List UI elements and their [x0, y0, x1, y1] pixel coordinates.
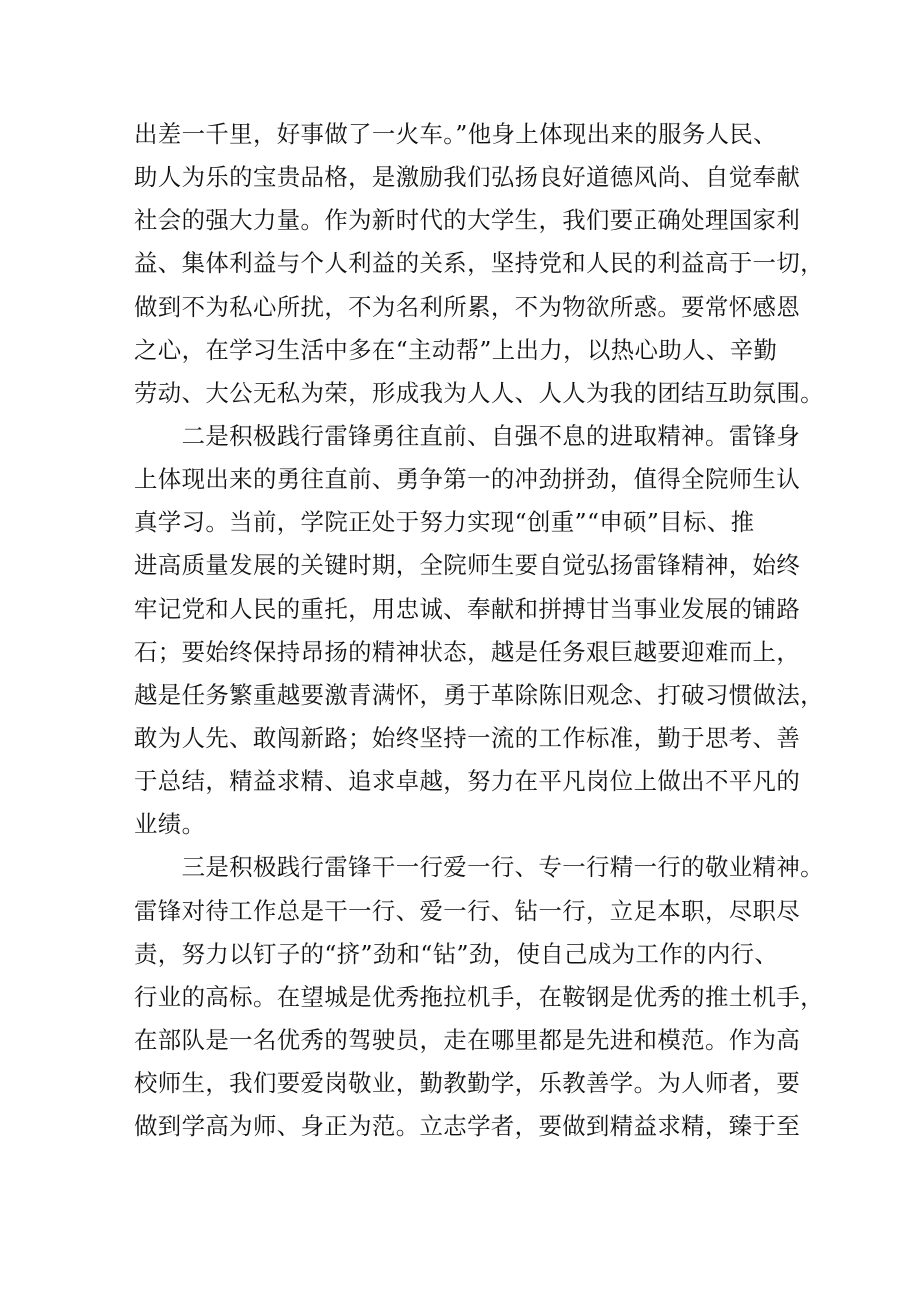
text-line: 业绩。 — [134, 810, 206, 839]
text-line: 在部队是一名优秀的驾驶员，走在哪里都是先进和模范。作为高 — [134, 1025, 801, 1054]
text-line: 越是任务繁重越要激青满怀，勇于革除陈旧观念、打破习惯做法， — [134, 680, 824, 709]
text-line: 出差一千里，好事做了一火车。”他身上体现出来的服务人民、 — [134, 120, 778, 148]
text-line: 二是积极践行雷锋勇往直前、自强不息的进取精神。雷锋身 — [134, 421, 801, 450]
text-line: 之心，在学习生活中多在“主动帮”上出力，以热心助人、辛勤 — [134, 335, 778, 364]
text-line: 益、集体利益与个人利益的关系，坚持党和人民的利益高于一切， — [134, 249, 824, 278]
text-line: 石；要始终保持昂扬的精神状态，越是任务艰巨越要迎难而上， — [134, 637, 801, 666]
text-line: 助人为乐的宝贵品格，是激励我们弘扬良好道德风尚、自觉奉献 — [134, 163, 801, 192]
text-line: 责，努力以钉子的“挤”劲和“钻”劲，使自己成为工作的内行、 — [134, 939, 779, 968]
text-line: 进高质量发展的关键时期，全院师生要自觉弘扬雷锋精神，始终 — [134, 551, 801, 580]
text-line: 真学习。当前，学院正处于努力实现“创重”“申硕”目标、推 — [134, 508, 755, 537]
text-line: 上体现出来的勇往直前、勇争第一的冲劲拼劲，值得全院师生认 — [134, 465, 801, 494]
text-line: 劳动、大公无私为荣，形成我为人人、人人为我的团结互助氛围。 — [134, 378, 824, 407]
text-line: 牢记党和人民的重托，用忠诚、奉献和拼搏甘当事业发展的铺路 — [134, 594, 801, 623]
text-line: 做到学高为师、身正为范。立志学者，要做到精益求精，臻于至 — [134, 1112, 801, 1141]
text-line: 三是积极践行雷锋干一行爱一行、专一行精一行的敬业精神。 — [134, 853, 824, 882]
text-line: 做到不为私心所扰，不为名利所累，不为物欲所惑。要常怀感恩 — [134, 292, 801, 321]
text-line: 于总结，精益求精、追求卓越，努力在平凡岗位上做出不平凡的 — [134, 767, 801, 796]
body-text — [134, 113, 824, 1148]
text-line: 社会的强大力量。作为新时代的大学生，我们要正确处理国家利 — [134, 206, 801, 235]
text-line: 敢为人先、敢闯新路；始终坚持一流的工作标准，勤于思考、善 — [134, 723, 801, 752]
text-line: 校师生，我们要爱岗敬业，勤教勤学，乐教善学。为人师者，要 — [134, 1069, 801, 1098]
text-line: 行业的高标。在望城是优秀拖拉机手，在鞍钢是优秀的推土机手， — [134, 982, 824, 1011]
text-line: 雷锋对待工作总是干一行、爱一行、钻一行，立足本职，尽职尽 — [134, 896, 801, 925]
